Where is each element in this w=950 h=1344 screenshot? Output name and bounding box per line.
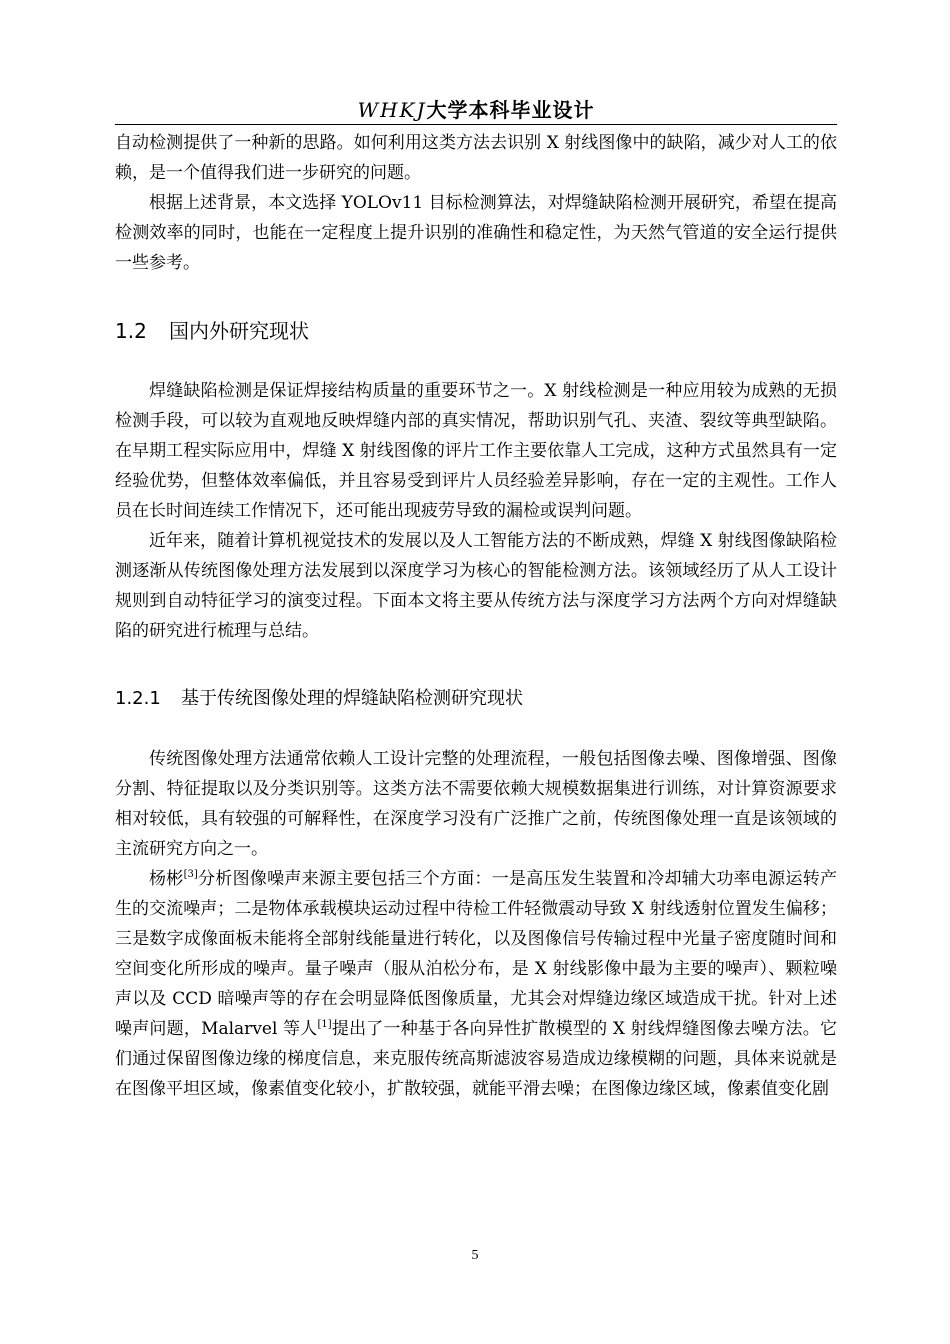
page-number: 5 <box>471 1248 479 1263</box>
header-rule <box>115 124 837 125</box>
header-latin: WHKJ <box>357 98 427 122</box>
subsection-title: 基于传统图像处理的焊缝缺陷检测研究现状 <box>181 688 523 709</box>
paragraph-1-2-b: 近年来，随着计算机视觉技术的发展以及人工智能方法的不断成熟，焊缝 X 射线图像缺陷检测逐渐从传统图像处理方法发展到以深度学习为核心的智能检测方法。该领域经历了从人工设计规则到自动特征学习的演变过程。下面本文将主要从传统方法与深度学习方法两个方向对焊缝缺陷的研究进行梳理与总结。 <box>115 531 837 641</box>
page-content <box>115 128 837 1104</box>
subsection-number: 1.2.1 <box>115 688 161 709</box>
page-header <box>115 94 837 123</box>
text-run: 分析图像噪声来源主要包括三个方面：一是高压发生装置和冷却辅大功率电源运转产生的交流噪声；二是物体承载模块运动过程中待检工件轻微震动导致 X 射线透射位置发生偏移；三是数字成像面板未能将全部射线能量进行转化，以及图像信号传输过程中光量子密度随时间和空间变化所形成的噪声。量子噪声（服从泊松分布，是 X 射线影像中最为主要的噪声）、颗粒噪声以及 CCD 暗噪声等的存在会明显降低图像质量，尤其会对焊缝边缘区域造成干扰。针对上述噪声问题，Malarvel 等人 <box>115 869 838 1039</box>
text-run: 提出了一种基于各向异性扩散模型的 X 射线焊缝图像去噪方法。它们通过保留图像边缘的梯度信息，来克服传统高斯滤波容易造成边缘模糊的问题，具体来说就是在图像平坦区域，像素值变化较小，扩散较强，就能平滑去噪；在图像边缘区域，像素值变化剧 <box>115 1019 837 1099</box>
header-title <box>358 98 595 122</box>
paragraph-1-2-a: 焊缝缺陷检测是保证焊接结构质量的重要环节之一。X 射线检测是一种应用较为成熟的无损检测手段，可以较为直观地反映焊缝内部的真实情况，帮助识别气孔、夹渣、裂纹等典型缺陷。在早期工程实际应用中，焊缝 X 射线图像的评片工作主要依靠人工完成，这种方式虽然具有一定经验优势，但整体效率偏低，并且容易受到评片人员经验差异影响，存在一定的主观性。工作人员在长时间连续工作情况下，还可能出现疲劳导致的漏检或误判问题。 <box>115 381 837 521</box>
section-heading-1-2 <box>115 316 837 346</box>
header-title-text: 大学本科毕业设计 <box>426 98 595 122</box>
citation-ref: [3] <box>183 869 198 880</box>
section-number: 1.2 <box>115 319 147 343</box>
paragraph-1-2-1-b <box>115 864 837 1104</box>
paragraph-background: 根据上述背景，本文选择 YOLOv11 目标检测算法，对焊缝缺陷检测开展研究，希望在提高检测效率的同时，也能在一定程度上提升识别的准确性和稳定性，为天然气管道的安全运行提供一些参考。 <box>115 193 837 273</box>
citation-ref: [1] <box>317 1019 332 1030</box>
paragraph-continuation: 自动检测提供了一种新的思路。如何利用这类方法去识别 X 射线图像中的缺陷，减少对人工的依赖，是一个值得我们进一步研究的问题。 <box>115 133 837 183</box>
text-run: 杨彬 <box>149 869 184 889</box>
section-heading-1-2-1 <box>115 684 837 714</box>
paragraph-1-2-1-a: 传统图像处理方法通常依赖人工设计完整的处理流程，一般包括图像去噪、图像增强、图像分割、特征提取以及分类识别等。这类方法不需要依赖大规模数据集进行训练，对计算资源要求相对较低，具有较强的可解释性，在深度学习没有广泛推广之前，传统图像处理一直是该领域的主流研究方向之一。 <box>115 749 837 859</box>
section-title: 国内外研究现状 <box>169 319 309 343</box>
